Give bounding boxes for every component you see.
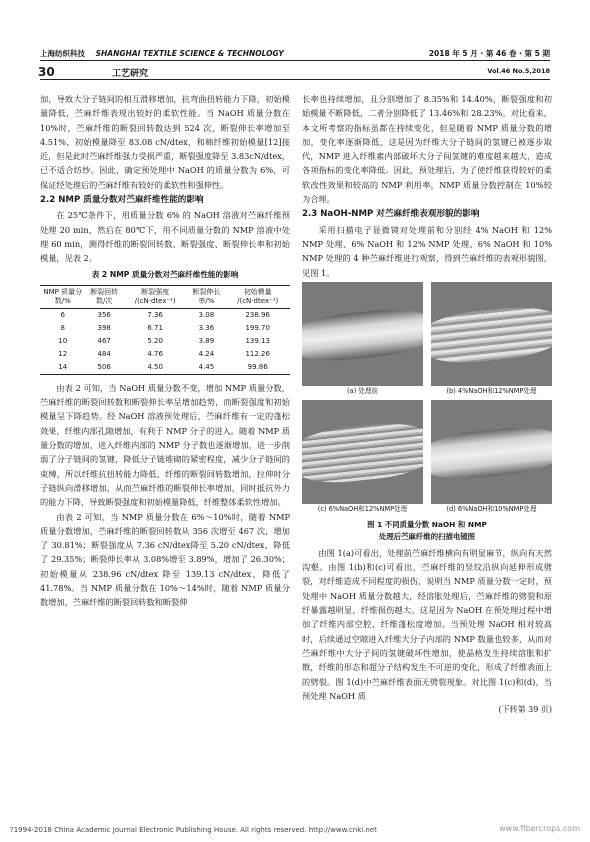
table-row	[40, 322, 290, 335]
paragraph: 在 25℃条件下，用质量分数 6% 的 NaOH 溶液对苎麻纤维预处理 20 min，然后在 80℃下，用不同质量分数的 NMP 溶液中处理 60 min，测得纤维的断裂回转数、断裂强度、断裂伸长率和初始模量，见表 2。	[40, 210, 290, 264]
header-rule	[40, 60, 550, 61]
paragraph: 加，导致大分子链间的相互滑移增加，抗弯曲扭转能力下降，初始模量降低，苎麻纤维表现出较好的柔软性能。当 NaOH 质量分数在 10%时，苎麻纤维的断裂回转数达到 524 次，断裂伸长率增加至 4.51%，初始模量降至 83.08 cN/dtex，和棉纤维初始模量[12]接近，但是此时苎麻纤维强力受损严重，断裂强度降至 3.83cN/dtex，已不适合纺纱。因此，确定预处理中 NaOH 的质量分数为 6%，可保证经处理后的苎麻纤维有较好的柔软性和强伸性。	[40, 94, 290, 190]
subfigure-caption: (a) 处理前	[346, 386, 379, 395]
subfigure-caption: (c) 6%NaOH和12%NMP处理	[317, 504, 408, 513]
table-cell: 10	[58, 336, 68, 345]
figure-panel-d	[431, 400, 552, 515]
watermark-text: www.fibercrops.com	[499, 824, 580, 833]
page-footer	[10, 826, 580, 834]
sem-image-a	[302, 282, 423, 386]
figure-1	[302, 282, 552, 515]
journal-title-en: SHANGHAI TEXTILE SCIENCE & TECHNOLOGY	[95, 49, 284, 58]
table-cell: 4.50	[123, 361, 188, 375]
table-header: 断裂回转数/次	[86, 285, 123, 308]
table-header: 断裂伸长率/%	[187, 285, 225, 308]
table-cell: 199.70	[245, 323, 270, 332]
paragraph: 长率也持续增加，且分别增加了 8.35%和 14.40%，断裂强度和初始模量不断降低，二者分别降低了 13.46%和 28.23%。对比看来，本文所考察的指标虽都在持续变化，但是随着 NMP 质量分数的增加，变化率逐渐降低，这是因为纤维大分子链间的氢键已被逐步取代，NMP 进入纤维素内部破坏大分子间氢键的难度越来越大，造成各项指标的变化率降低。因此，预处理后，为了使纤维获得较好的柔软改性效果和较高的 NMP 利用率，NMP 质量分数控制在 10%较为合理。	[302, 94, 552, 205]
table-cell: 7.36	[147, 310, 163, 319]
table-cell: 112.26	[245, 349, 270, 358]
table-cell: 3.36	[198, 323, 215, 332]
sem-image-d	[431, 400, 552, 504]
figure-caption-line2: 处理后苎麻纤维的扫描电镜图	[378, 531, 476, 541]
figure-caption: 图 1 不同质量分数 NaOH 和 NMP	[367, 519, 487, 529]
table-cell: 356	[97, 310, 111, 319]
paragraph: 采用扫描电子显微镜对处理前和分别经 4% NaOH 和 12% NMP 处理、6% NaOH 和 12% NMP 处理、6% NaOH 和 10% NMP 处理的 4 种苎麻纤维进行观察，得到苎麻纤维的表观形貌图，见图 1。	[302, 224, 552, 278]
table-cell: 14	[40, 361, 86, 375]
table-cell: 8	[60, 323, 65, 332]
table-cell: 484	[97, 349, 111, 358]
table-cell: 4.45	[187, 361, 225, 375]
footer-url[interactable]: http://www.cnki.net	[308, 826, 377, 834]
section-heading-2-3: 2.3 NaOH-NMP 对苎麻纤维表观形貌的影响	[302, 209, 480, 220]
table-cell: 4.24	[198, 349, 215, 358]
figure-panel-a	[302, 282, 423, 397]
table-2	[40, 268, 290, 375]
journal-title-cn: 上海纺织科技	[40, 49, 85, 58]
table-cell: 398	[97, 323, 111, 332]
paragraph: 由表 2 可知，当 NaOH 质量分数不变，增加 NMP 质量分数，苎麻纤维的断裂回转数和断裂伸长率呈增加趋势，而断裂强度和初始模量呈下降趋势。经 NaOH 溶液预处理后，苎麻纤维有一定的蓬松效果，纤维内部孔隙增加，有利于 NMP 分子的进入。随着 NMP 质量分数的增加，进入纤维内部的 NMP 分子数也逐渐增加，进一步削弱了分子链间的氢键，降低分子链堆砌的紧密程度，减少分子链间的束缚，所以纤维抗扭转能力降低，纤维的断裂回转数增加，拉伸时分子链纵向滑移增加，从而苎麻纤维的断裂伸长率增加，同时抵抗外力的能力下降，导致断裂强度和初始模量降低，纤维整体柔软性增加。	[40, 382, 290, 508]
section-heading-2-2: 2.2 NMP 质量分数对苎麻纤维性能的影响	[40, 195, 204, 206]
table-row	[40, 308, 290, 322]
table-row	[40, 348, 290, 361]
table-cell: 3.89	[198, 336, 215, 345]
section-title: 工艺研究	[112, 69, 149, 79]
left-column	[40, 92, 290, 610]
issue-info: 2018 年 5 月 · 第 46 卷 · 第 5 期	[428, 49, 550, 58]
table-row	[40, 361, 290, 375]
page-number: 30	[38, 65, 55, 79]
table-caption: 表 2 NMP 质量分数对苎麻纤维性能的影响	[91, 269, 239, 279]
table-header-row	[40, 285, 290, 308]
sem-image-c	[302, 400, 423, 504]
table-header: 初始模量 /(cN·dtex⁻¹)	[225, 285, 290, 308]
table-cell: 5.20	[147, 336, 163, 345]
table-header: NMP 质量分数/%	[40, 285, 86, 308]
page-header	[40, 48, 550, 82]
table-header: 断裂强度 /(cN·dtex⁻¹)	[123, 285, 188, 308]
paragraph: 由图 1(a)可看出，处理前苎麻纤维横向有明显麻节，纵向有天然沟壑。由图 1(b)和(c)可看出，苎麻纤维的竖纹沿纵向延伸形成劈裂，对纤维造成不同程度的损伤，说明当 NMP 质量分数一定时，预处理中 NaOH 质量分数越大，经溶胀处理后，苎麻纤维的劈裂和原纤暴露越明显，纤维损伤越大。这是因为 NaOH 在预处理过程中增加了纤维内部空腔，纤维蓬松度增加。当预处理 NaOH 相对较高时，后续通过空隙进入纤维大分子内部的 NMP 数量也较多，从而对苎麻纤维中大分子间的氢键破坏性增加，使晶格发生持续溶胀和扩散，纤维的形态和超分子结构发生不可逆的变化，形成了纤维表面上的劈裂。图 1(d)中苎麻纤维表面无劈裂现象。对比图 1(c)和(d)，当预处理 NaOH 质	[302, 547, 552, 701]
table-cell: 467	[97, 336, 111, 345]
header-rule-bottom	[40, 79, 550, 80]
table-cell: 506	[86, 361, 123, 375]
figure-panel-c	[302, 400, 423, 515]
table-cell: 4.76	[147, 349, 163, 358]
table-cell: 12	[58, 349, 68, 358]
sem-image-b	[431, 282, 552, 386]
table-cell: 3.08	[198, 310, 215, 319]
paragraph: 由表 2 可知，当 NMP 质量分数在 6%～10%时，随着 NMP 质量分数增加，苎麻纤维的断裂回转数从 356 次增至 467 次，增加了 30.81%；断裂强度从 7.36 cN/dtex降至 5.20 cN/dtex，降低了 29.35%；断裂伸长率从 3.08%增至 3.89%，增加了 26.30%；初始模量从 238.96 cN/dtex 降至 139.13 cN/dtex，降低了 41.78%。当 NMP 质量分数在 10%～14%时，随着 NMP 质量分数增加，苎麻纤维的断裂回转数和断裂伸	[40, 511, 290, 608]
volume-info: Vol.46 No.5,2018	[487, 67, 550, 75]
copyright-text: ?1994-2018 China Academic Journal Electronic Publishing House. All rights reserved.	[10, 826, 307, 834]
table-cell: 99.86	[225, 361, 290, 375]
table-cell: 6.71	[147, 323, 163, 332]
subfigure-caption: (d) 6%NaOH和10%NMP处理	[446, 504, 537, 513]
figure-panel-b	[431, 282, 552, 397]
table-cell: 238.96	[245, 310, 270, 319]
table-row	[40, 335, 290, 348]
right-column	[302, 92, 552, 717]
table-cell: 6	[60, 310, 65, 319]
subfigure-caption: (b) 4%NaOH和12%NMP处理	[446, 386, 537, 395]
table-cell: 139.13	[245, 336, 270, 345]
continuation-note: (下转第 39 页)	[498, 705, 552, 715]
